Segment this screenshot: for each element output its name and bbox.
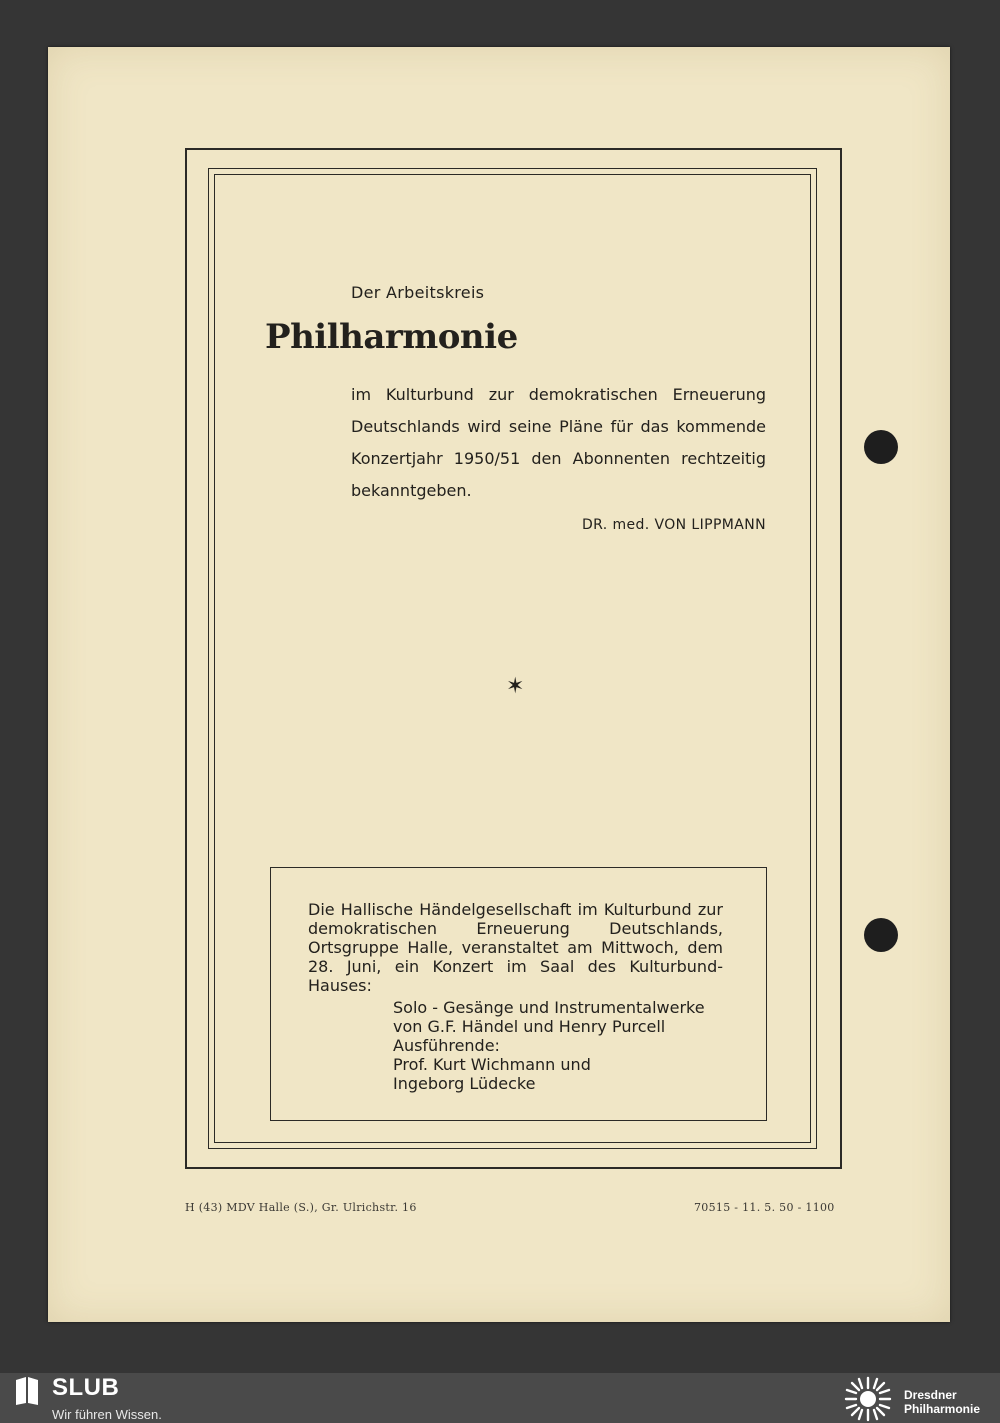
program-line: von G.F. Händel und Henry Purcell xyxy=(393,1017,666,1036)
punch-hole-top xyxy=(864,430,898,464)
punch-hole-bottom xyxy=(864,918,898,952)
slub-tagline: Wir führen Wissen. xyxy=(52,1407,162,1422)
program-line: Solo - Gesänge und Instrumentalwerke xyxy=(393,998,705,1017)
sunburst-logo-icon[interactable] xyxy=(843,1376,893,1422)
concert-notice-text: Die Hallische Händelgesellschaft im Kulturbund zur demokratischen Erneuerung Deutschlands, Ortsgruppe Halle, veranstaltet am Mittwoch, dem 28. Juni, ein Konzert im Saal des Kulturbund-Hauses: xyxy=(308,900,723,995)
star-ornament-icon: ✶ xyxy=(506,674,525,699)
kicker-text: Der Arbeitskreis xyxy=(351,283,485,302)
partner-name-line2: Philharmonie xyxy=(904,1402,981,1416)
program-page xyxy=(48,47,950,1322)
partner-name-line1: Dresdner xyxy=(904,1388,957,1402)
announcement-text: im Kulturbund zur demokratischen Erneuerung Deutschlands wird seine Pläne für das kommende Konzertjahr 1950/51 den Abonnenten rechtzeitig bekanntgeben. xyxy=(351,385,766,500)
concert-program-details xyxy=(393,998,705,1093)
signature: DR. med. VON LIPPMANN xyxy=(581,517,766,533)
performer-name: Ingeborg Lüdecke xyxy=(393,1074,536,1093)
slub-logo-text[interactable]: SLUB xyxy=(52,1374,120,1401)
performer-name: Prof. Kurt Wichmann und xyxy=(393,1055,591,1074)
slub-book-icon[interactable] xyxy=(14,1376,40,1406)
print-code: 70515 - 11. 5. 50 - 1100 xyxy=(694,1201,835,1214)
footer-bar xyxy=(0,1373,1000,1423)
page-title: Philharmonie xyxy=(265,317,518,357)
printer-imprint: H (43) MDV Halle (S.), Gr. Ulrichstr. 16 xyxy=(185,1201,417,1214)
performers-label: Ausführende: xyxy=(393,1036,500,1055)
